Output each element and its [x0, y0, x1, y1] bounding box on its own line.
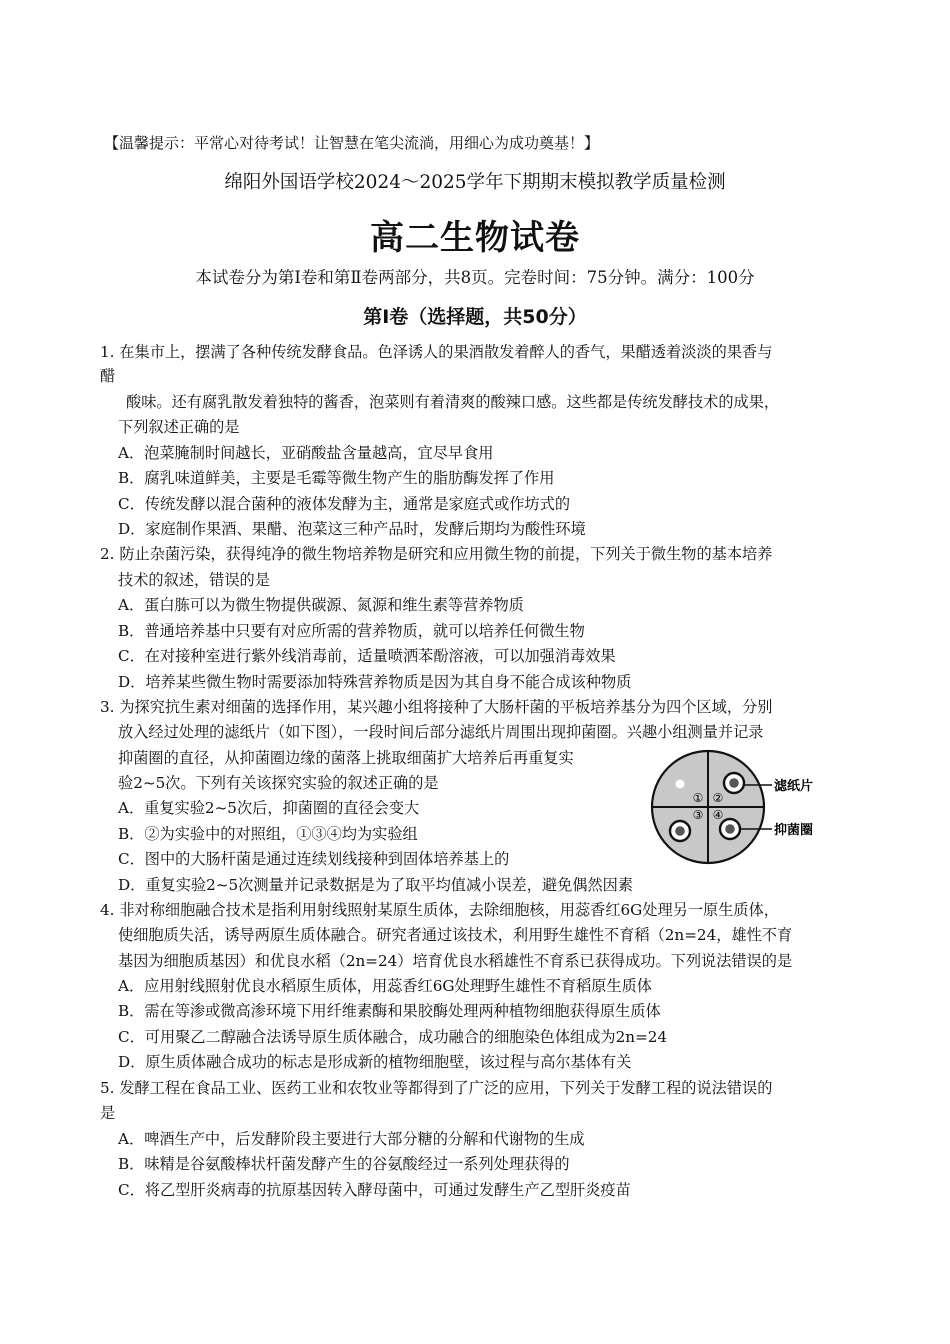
question-1-option-b: B．腐乳味道鲜美，主要是毛霉等微生物产生的脂肪酶发挥了作用 — [118, 469, 555, 487]
question-4-option-b: B．需在等渗或微高渗环境下用纤维素酶和果胶酶处理两种植物细胞获得原生质体 — [118, 1002, 661, 1020]
question-1-option-d: D．家庭制作果酒、果醋、泡菜这三种产品时，发酵后期均为酸性环境 — [118, 520, 586, 538]
question-5-stem: 5. 发酵工程在食品工业、医药工业和农牧业等都得到了广泛的应用，下列关于发酵工程的说法错误的 — [100, 1079, 773, 1097]
region-2-label: ② — [712, 791, 724, 805]
question-3-option-d: D．重复实验2~5次测量并记录数据是为了取平均值减小误差，避免偶然因素 — [118, 876, 634, 894]
filter-paper-2 — [729, 778, 739, 788]
question-1-option-a: A．泡菜腌制时间越长，亚硝酸盐含量越高，宜尽早食用 — [118, 444, 494, 462]
question-2-option-a: A．蛋白胨可以为微生物提供碳源、氮源和维生素等营养物质 — [118, 596, 524, 614]
page-title: 高二生物试卷 — [370, 218, 580, 258]
question-4-stem: 基因为细胞质基因）和优良水稻（2n=24）培育优良水稻雄性不育系已获得成功。下列说法错误的是 — [118, 952, 793, 970]
question-4-stem: 使细胞质失活，诱导两原生质体融合。研究者通过该技术，利用野生雄性不育稻（2n=24，雄性不育 — [118, 926, 793, 944]
question-2-stem: 2. 防止杂菌污染，获得纯净的微生物培养物是研究和应用微生物的前提，下列关于微生物的基本培养 — [100, 545, 773, 563]
filter-paper-4 — [725, 824, 735, 834]
question-2-option-d: D．培养某些微生物时需要添加特殊营养物质是因为其自身不能合成该种物质 — [118, 673, 632, 691]
question-1-option-c: C．传统发酵以混合菌种的液体发酵为主，通常是家庭式或作坊式的 — [118, 495, 571, 513]
filter-paper-3 — [675, 826, 685, 836]
petri-dish-figure — [644, 748, 824, 866]
question-4-stem: 4. 非对称细胞融合技术是指利用射线照射某原生质体，去除细胞核，用蕊香红6G处理另一原生质体， — [100, 901, 779, 919]
filter-paper-label: 滤纸片 — [774, 779, 814, 794]
question-1-stem: 下列叙述正确的是 — [118, 418, 240, 436]
question-1-stem: 1. 在集市上，摆满了各种传统发酵食品。色泽诱人的果酒散发着醉人的香气，果醋透着淡淡的果香与 — [100, 343, 773, 361]
question-4-option-d: D．原生质体融合成功的标志是形成新的植物细胞壁，该过程与高尔基体有关 — [118, 1053, 632, 1071]
question-2-option-c: C．在对接种室进行紫外线消毒前，适量喷洒苯酚溶液，可以加强消毒效果 — [118, 647, 616, 665]
question-3-stem: 抑菌圈的直径，从抑菌圈边缘的菌落上挑取细菌扩大培养后再重复实 — [118, 749, 574, 767]
question-1-stem-wrap: 醋 — [100, 367, 116, 385]
question-3-option-b: B．②为实验中的对照组，①③④均为实验组 — [118, 825, 418, 843]
school-heading: 绵阳外国语学校2024～2025学年下期期末模拟教学质量检测 — [224, 172, 726, 193]
question-5-option-a: A．啤酒生产中，后发酵阶段主要进行大部分糖的分解和代谢物的生成 — [118, 1130, 585, 1148]
question-3-option-a: A．重复实验2~5次后，抑菌圈的直径会变大 — [118, 799, 420, 817]
question-5-option-c: C．将乙型肝炎病毒的抗原基因转入酵母菌中，可通过发酵生产乙型肝炎疫苗 — [118, 1181, 631, 1199]
question-5-stem: 是 — [100, 1104, 116, 1122]
question-3-stem: 3. 为探究抗生素对细菌的选择作用，某兴趣小组将接种了大肠杆菌的平板培养基分为四个区域，分别 — [100, 698, 773, 716]
region-4-label: ④ — [712, 808, 724, 822]
region-1-label: ① — [692, 791, 704, 805]
question-2-option-b: B．普通培养基中只要有对应所需的营养物质，就可以培养任何微生物 — [118, 622, 585, 640]
question-3-stem: 放入经过处理的滤纸片（如下图），一段时间后部分滤纸片周围出现抑菌圈。兴趣小组测量并记录 — [118, 723, 764, 741]
question-4-option-c: C．可用聚乙二醇融合法诱导原生质体融合，成功融合的细胞染色体组成为2n=24 — [118, 1028, 668, 1046]
exam-info: 本试卷分为第Ⅰ卷和第Ⅱ卷两部分，共8页。完卷时间：75分钟。满分：100分 — [195, 268, 755, 287]
question-3-option-c: C．图中的大肠杆菌是通过连续划线接种到固体培养基上的 — [118, 850, 510, 868]
region-3-label: ③ — [692, 808, 704, 822]
question-3-stem: 验2~5次。下列有关该探究实验的叙述正确的是 — [118, 774, 439, 792]
section-title: 第Ⅰ卷（选择题，共50分） — [363, 306, 587, 328]
question-4-option-a: A．应用射线照射优良水稻原生质体，用蕊香红6G处理野生雄性不育稻原生质体 — [118, 977, 652, 995]
filter-paper-1 — [676, 780, 685, 789]
question-2-stem: 技术的叙述，错误的是 — [118, 571, 270, 589]
question-5-option-b: B．味精是谷氨酸棒状杆菌发酵产生的谷氨酸经过一系列处理获得的 — [118, 1155, 570, 1173]
inhibition-zone-label: 抑菌圈 — [774, 823, 814, 838]
question-1-stem: 酸味。还有腐乳散发着独特的酱香，泡菜则有着清爽的酸辣口感。这些都是传统发酵技术的成果， — [126, 393, 780, 411]
warm-tip: 【温馨提示：平常心对待考试！让智慧在笔尖流淌，用细心为成功奠基！】 — [104, 134, 600, 152]
